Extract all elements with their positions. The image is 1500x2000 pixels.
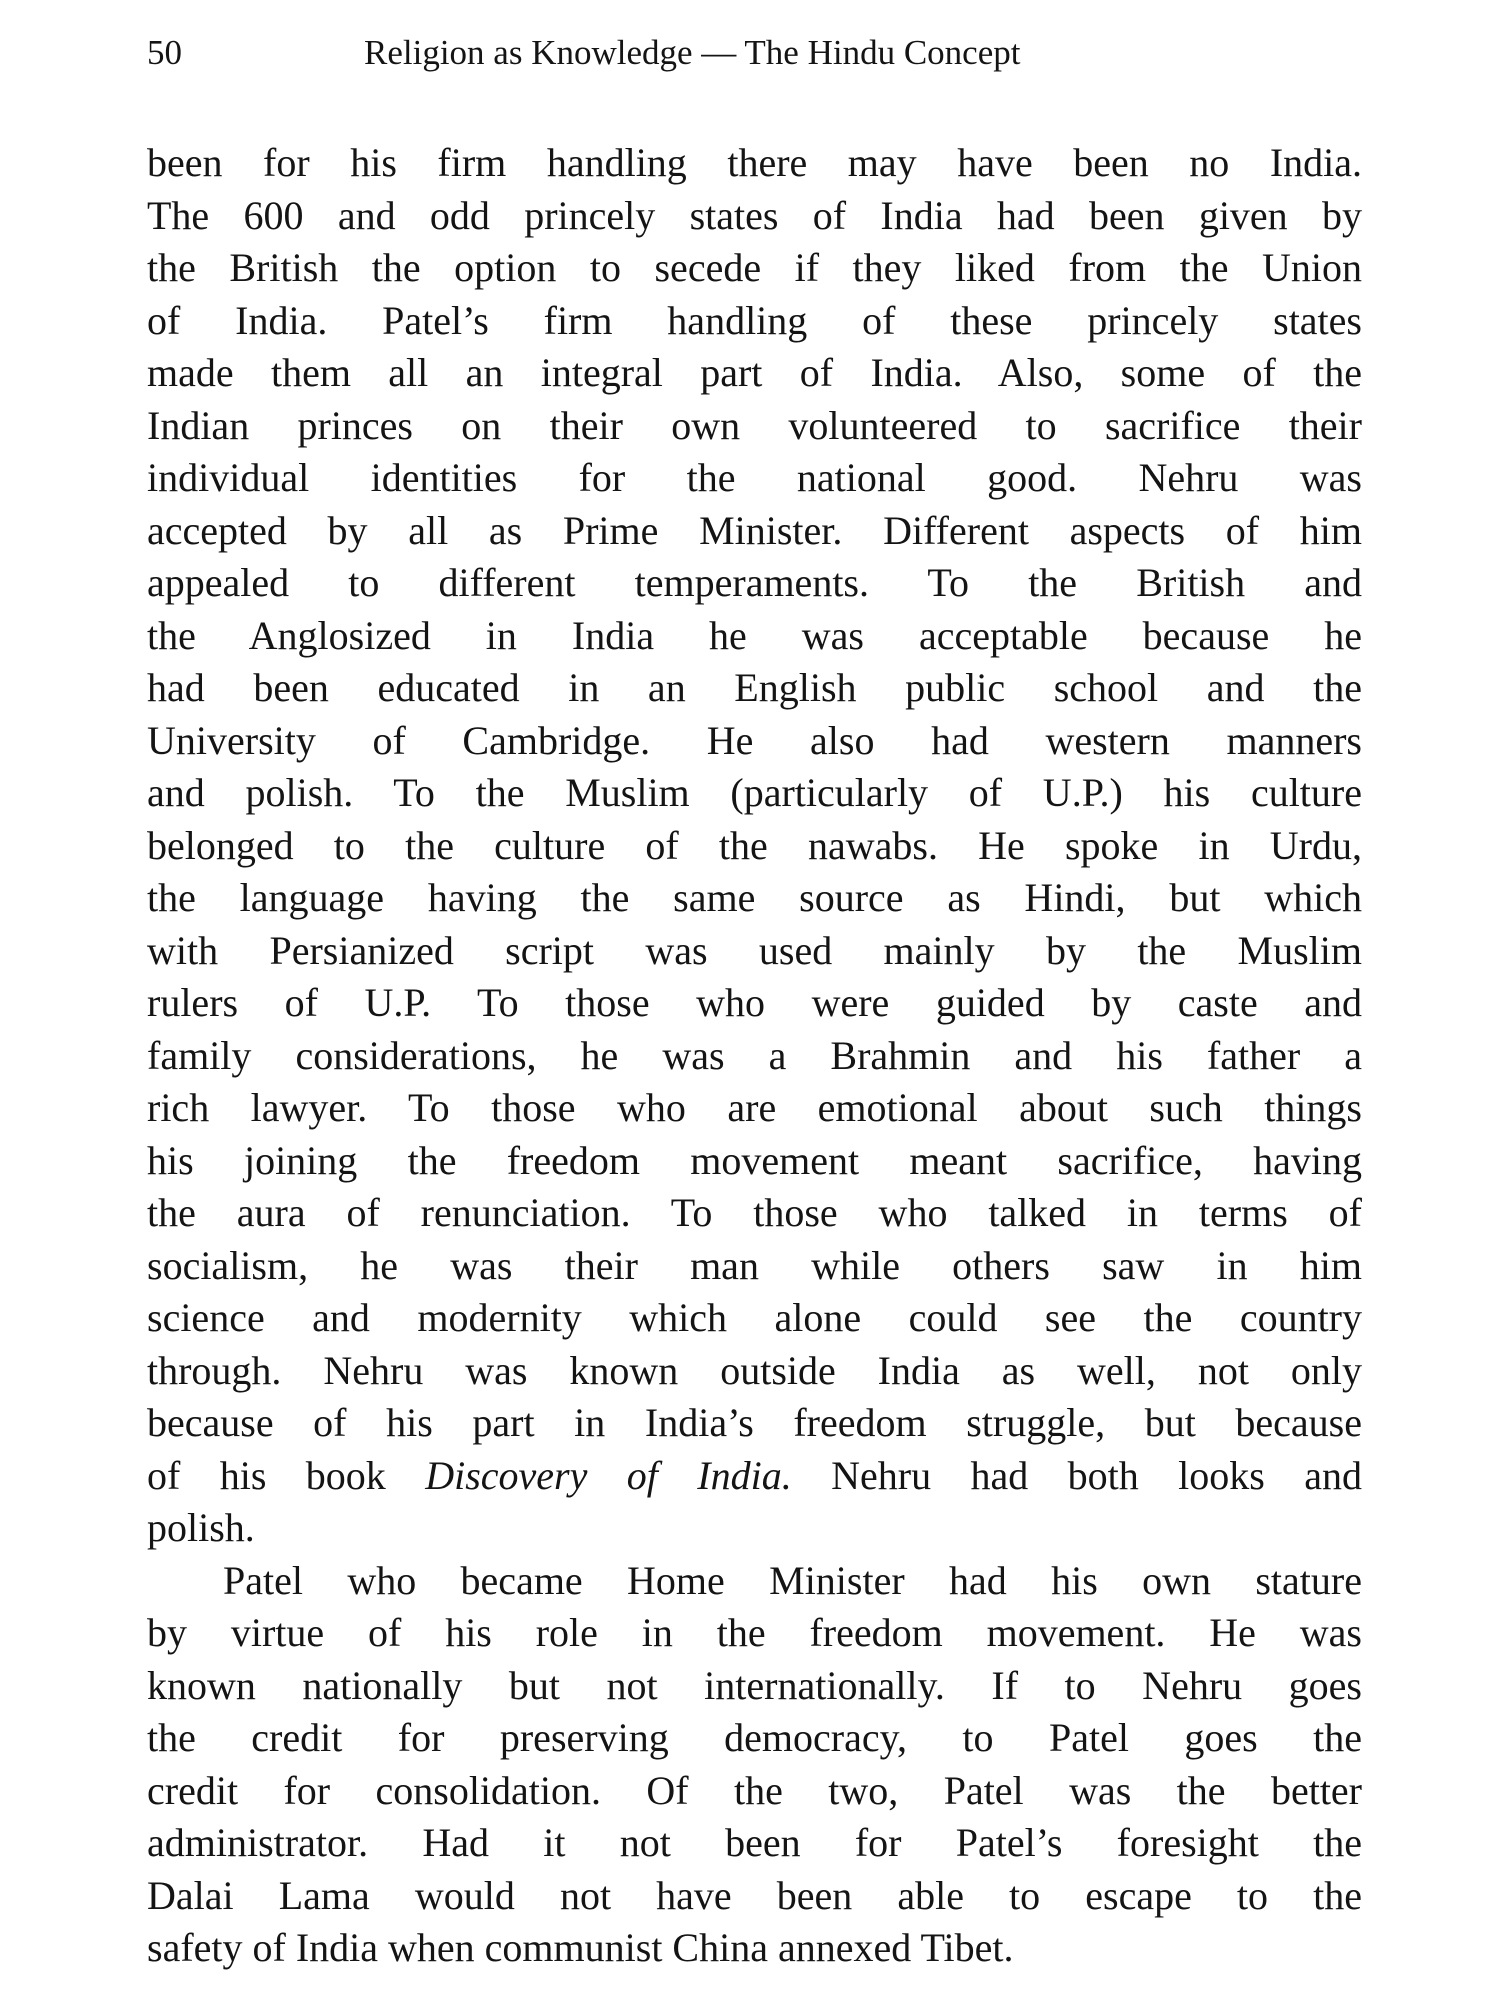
- text-line: the Anglosized in India he was acceptable because he: [147, 612, 1362, 658]
- text-line: with Persianized script was used mainly by the Muslim: [147, 927, 1362, 973]
- text-line: University of Cambridge. He also had western manners: [147, 717, 1362, 763]
- text-line: by virtue of his role in the freedom movement. He was: [147, 1610, 1362, 1655]
- paragraph-end-line: polish.: [147, 1505, 255, 1550]
- text-line: the language having the same source as Hindi, but which: [147, 875, 1362, 920]
- text-line: science and modernity which alone could see the country: [147, 1295, 1362, 1340]
- text-line: individual identities for the national good. Nehru was: [147, 455, 1362, 500]
- text-line: the aura of renunciation. To those who talked in terms of: [147, 1190, 1362, 1235]
- text-line: had been educated in an English public school and the: [147, 665, 1362, 710]
- text-line: through. Nehru was known outside India as well, not only: [147, 1347, 1362, 1393]
- body-text: [147, 137, 1362, 1975]
- text-line: family considerations, he was a Brahmin and his father a: [147, 1032, 1362, 1078]
- text-line: because of his part in India’s freedom struggle, but because: [147, 1400, 1362, 1445]
- text-line: accepted by all as Prime Minister. Different aspects of him: [147, 507, 1362, 553]
- text-line: socialism, he was their man while others saw in him: [147, 1242, 1362, 1288]
- text-segment: Nehru had both looks and: [791, 1452, 1363, 1498]
- running-head: [147, 28, 1362, 78]
- text-line: of India. Patel’s firm handling of these princely states: [147, 297, 1362, 343]
- book-title: Discovery of India.: [425, 1452, 792, 1498]
- paragraph-start-line: Patel who became Home Minister had his own stature: [223, 1557, 1362, 1603]
- text-line-with-book-title: [147, 1450, 1362, 1503]
- text-line: credit for consolidation. Of the two, Patel was the better: [147, 1767, 1362, 1813]
- page-number: 50: [147, 33, 182, 72]
- paragraph-end-line: safety of India when communist China annexed Tibet.: [147, 1925, 1014, 1970]
- text-line: Indian princes on their own volunteered to sacrifice their: [147, 402, 1362, 448]
- text-line: the British the option to secede if they liked from the Union: [147, 245, 1362, 290]
- text-line: and polish. To the Muslim (particularly of U.P.) his culture: [147, 770, 1362, 815]
- text-line: the credit for preserving democracy, to Patel goes the: [147, 1715, 1362, 1760]
- text-line: rulers of U.P. To those who were guided by caste and: [147, 980, 1362, 1025]
- text-segment: of his book: [147, 1452, 426, 1498]
- text-line: been for his firm handling there may have been no India.: [147, 140, 1362, 185]
- text-line: made them all an integral part of India. Also, some of the: [147, 350, 1362, 395]
- running-head-title: Religion as Knowledge — The Hindu Concept: [364, 33, 1021, 72]
- text-line: belonged to the culture of the nawabs. He spoke in Urdu,: [147, 822, 1362, 868]
- text-line: known nationally but not internationally. If to Nehru goes: [147, 1662, 1362, 1708]
- text-line: Dalai Lama would not have been able to escape to the: [147, 1872, 1362, 1918]
- text-line: The 600 and odd princely states of India had been given by: [147, 192, 1362, 238]
- text-line: administrator. Had it not been for Patel’s foresight the: [147, 1820, 1362, 1865]
- text-line: his joining the freedom movement meant sacrifice, having: [147, 1137, 1362, 1183]
- text-line: appealed to different temperaments. To the British and: [147, 560, 1362, 605]
- text-line: rich lawyer. To those who are emotional about such things: [147, 1085, 1362, 1130]
